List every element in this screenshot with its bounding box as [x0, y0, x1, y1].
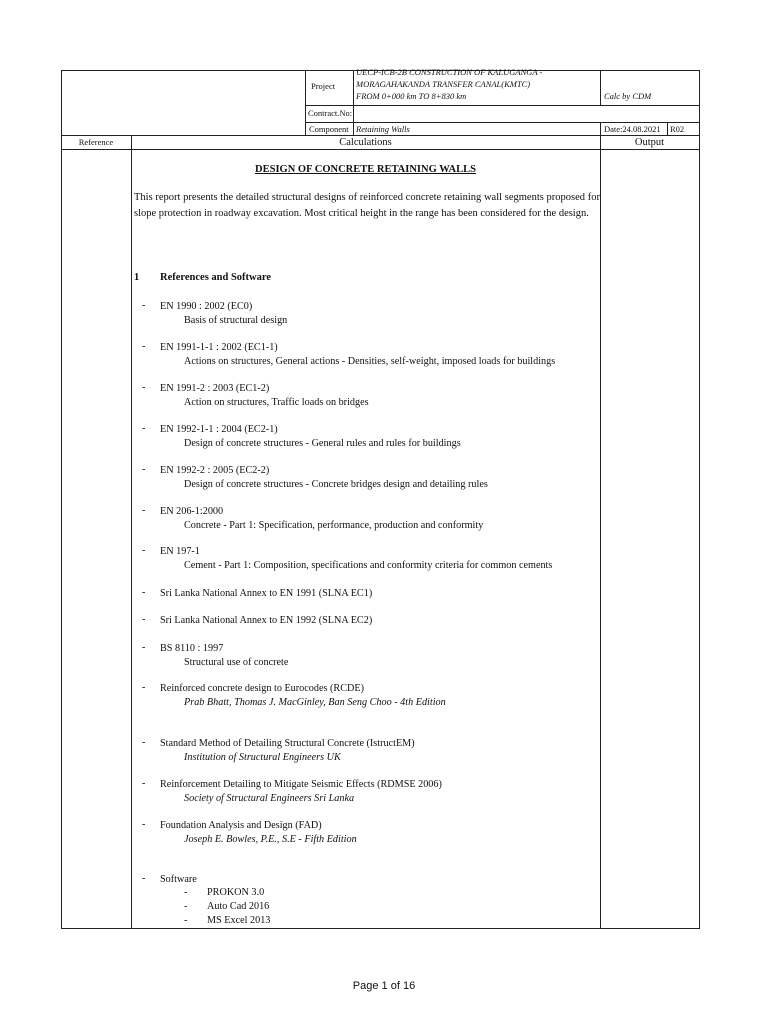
section-title: References and Software	[160, 272, 272, 283]
reference-title: EN 1990 : 2002 (EC0)	[160, 301, 253, 312]
reference-item	[160, 464, 488, 492]
reference-title: Sri Lanka National Annex to EN 1991 (SLNA EC1)	[160, 588, 373, 599]
list-dash: -	[142, 682, 146, 693]
component-label: Component	[309, 124, 349, 134]
project-title-line: UECP-ICB-2B CONSTRUCTION OF KALUGANGA -	[356, 67, 543, 77]
revision: R02	[670, 124, 685, 134]
software-item: MS Excel 2013	[207, 915, 271, 926]
list-dash: -	[142, 300, 146, 311]
reference-subtitle: Structural use of concrete	[184, 657, 289, 668]
section-number: 1	[134, 272, 140, 283]
list-dash: -	[142, 873, 146, 884]
page-number: Page 1 of 16	[352, 980, 416, 992]
reference-author: Prab Bhatt, Thomas J. MacGinley, Ban Seng Choo - 4th Edition	[184, 697, 446, 708]
reference-title: Reinforcement Detailing to Mitigate Seismic Effects (RDMSE 2006)	[160, 779, 442, 790]
reference-subtitle: Concrete - Part 1: Specification, performance, production and conformity	[184, 520, 484, 531]
list-dash: -	[142, 587, 146, 598]
reference-item	[160, 341, 555, 369]
reference-title: EN 197-1	[160, 546, 200, 557]
list-dash: -	[184, 915, 188, 926]
intro-paragraph: This report presents the detailed structural designs of reinforced concrete retaining wall segments proposed for slope protection in roadway excavation. Most critical height in the range has been considered for the design.	[134, 192, 600, 219]
component-value: Retaining Walls	[356, 124, 410, 134]
project-title-line: FROM 0+000 km TO 8+830 km	[356, 91, 467, 101]
list-dash: -	[142, 545, 146, 556]
project-label: Project	[311, 81, 336, 91]
reference-subtitle: Cement - Part 1: Composition, specifications and conformity criteria for common cements	[184, 560, 553, 571]
column-header-reference: Reference	[78, 137, 114, 147]
date: Date:24.08.2021	[604, 124, 661, 134]
contract-no-label: Contract.No:	[308, 108, 353, 118]
reference-title: EN 1991-2 : 2003 (EC1-2)	[160, 383, 270, 394]
software-item: Auto Cad 2016	[207, 901, 270, 912]
reference-item	[160, 545, 552, 573]
reference-item	[160, 614, 372, 628]
reference-title: Standard Method of Detailing Structural Concrete (IstructEM)	[160, 738, 415, 749]
reference-item	[160, 382, 369, 410]
reference-item	[160, 300, 287, 328]
list-dash: -	[142, 382, 146, 393]
reference-item	[160, 737, 415, 765]
reference-subtitle: Action on structures, Traffic loads on bridges	[184, 397, 369, 408]
reference-author: Institution of Structural Engineers UK	[184, 752, 341, 763]
list-dash: -	[142, 737, 146, 748]
reference-item	[160, 642, 288, 670]
reference-item	[160, 587, 372, 601]
reference-subtitle: Design of concrete structures - Concrete bridges design and detailing rules	[184, 479, 488, 490]
list-dash: -	[142, 464, 146, 475]
project-title-line: MORAGAHAKANDA TRANSFER CANAL(KMTC)	[356, 79, 531, 89]
column-header-calculations: Calculations	[339, 137, 392, 148]
list-dash: -	[142, 423, 146, 434]
reference-title: EN 1992-2 : 2005 (EC2-2)	[160, 465, 270, 476]
reference-title: Sri Lanka National Annex to EN 1992 (SLNA EC2)	[160, 615, 373, 626]
calc-by: Calc by CDM	[604, 91, 652, 101]
reference-author: Society of Structural Engineers Sri Lanka	[184, 793, 355, 804]
reference-subtitle: Design of concrete structures - General rules and rules for buildings	[184, 438, 461, 449]
list-dash: -	[184, 887, 188, 898]
reference-author: Joseph E. Bowles, P.E., S.E - Fifth Edition	[184, 834, 357, 845]
reference-subtitle: Actions on structures, General actions - Densities, self-weight, imposed loads for buildings	[184, 356, 556, 367]
reference-subtitle: Basis of structural design	[184, 315, 288, 326]
list-dash: -	[142, 505, 146, 516]
reference-item	[160, 682, 446, 710]
reference-item	[160, 505, 483, 533]
software-item: PROKON 3.0	[207, 887, 265, 898]
reference-title: EN 206-1:2000	[160, 506, 224, 517]
reference-item	[160, 819, 357, 847]
list-dash: -	[142, 819, 146, 830]
reference-title: Foundation Analysis and Design (FAD)	[160, 820, 322, 831]
reference-title: Reinforced concrete design to Eurocodes (RCDE)	[160, 683, 364, 694]
column-header-output: Output	[634, 137, 665, 148]
list-dash: -	[142, 778, 146, 789]
list-dash: -	[142, 614, 146, 625]
reference-title: EN 1991-1-1 : 2002 (EC1-1)	[160, 342, 278, 353]
list-dash: -	[142, 341, 146, 352]
list-dash: -	[142, 642, 146, 653]
list-dash: -	[184, 901, 188, 912]
reference-title: BS 8110 : 1997	[160, 643, 224, 654]
project-title	[356, 66, 542, 102]
reference-item	[160, 423, 461, 451]
software-label: Software	[160, 874, 197, 885]
document-title: DESIGN OF CONCRETE RETAINING WALLS	[255, 164, 476, 175]
reference-title: EN 1992-1-1 : 2004 (EC2-1)	[160, 424, 278, 435]
reference-item	[160, 778, 442, 806]
